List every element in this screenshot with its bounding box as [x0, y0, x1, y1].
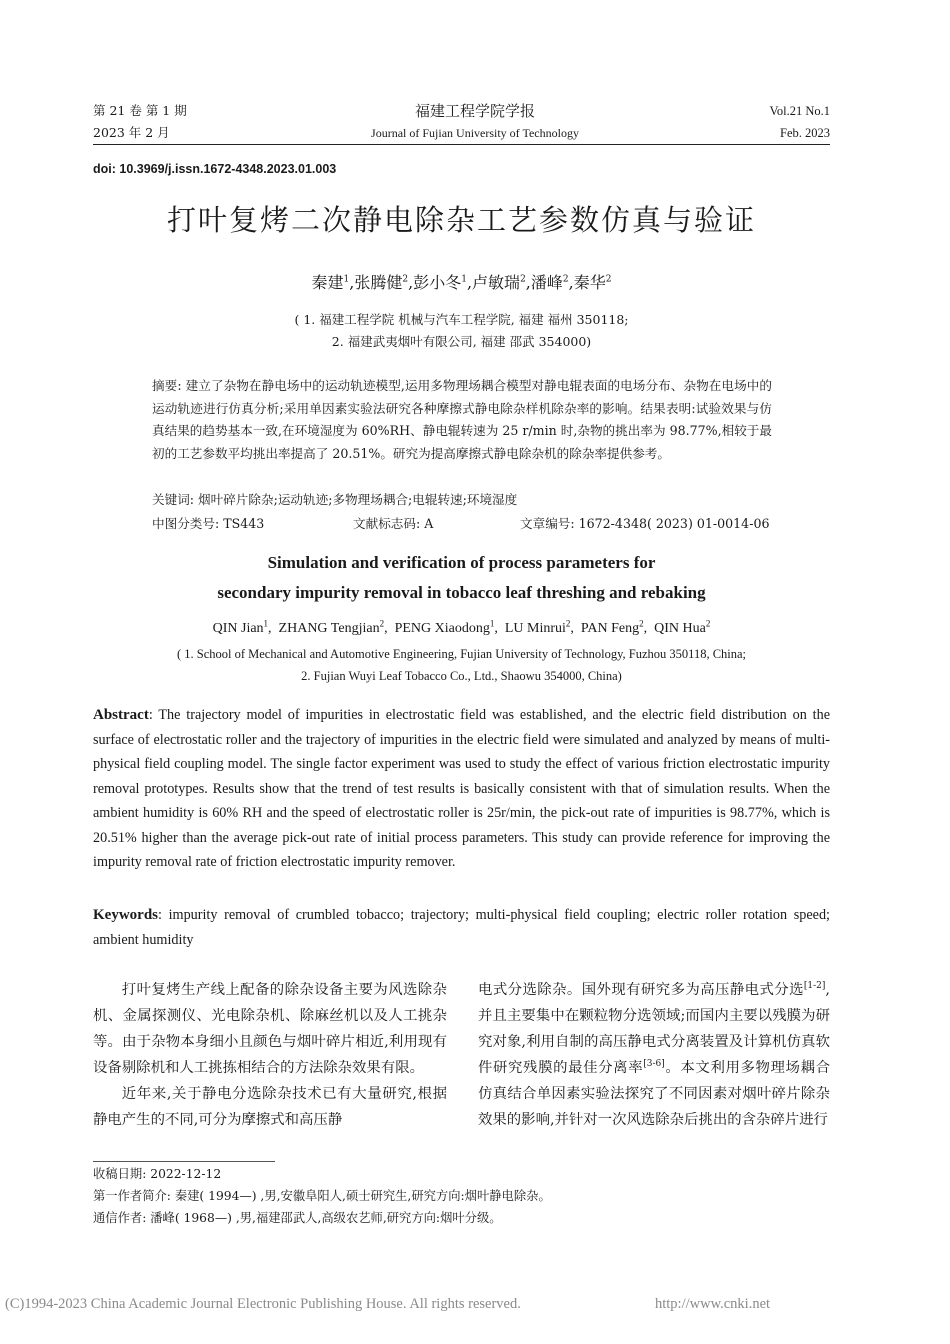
english-title-line-1: Simulation and verification of process parameters for — [267, 553, 656, 572]
author-en: QIN Hua$^2$ — [654, 618, 711, 636]
keywords-text: : impurity removal of crumbled tobacco; trajectory; multi-physical field coupling; electric roller rotation speed; ambient humidity — [93, 907, 830, 948]
footnotes — [93, 1163, 833, 1229]
author: 彭小冬$^1$ — [413, 273, 467, 292]
clc-number: 中图分类号: TS443 — [152, 516, 265, 531]
document-code: 文献标志码: A — [353, 516, 434, 531]
affiliations — [93, 309, 830, 353]
citation: [3-6] — [643, 1059, 665, 1070]
english-author-list: QIN Jian$^1$, ZHANG Tengjian$^2$, PENG Xiaodong$^1$, LU Minrui$^2$, PAN Feng$^2$, QIN Hua$^2$ — [212, 618, 711, 636]
footnote-rule — [93, 1161, 275, 1162]
article-number: 文章编号: 1672-4348( 2023) 01-0014-06 — [520, 516, 770, 531]
first-author-note: 第一作者简介: 秦建( 1994—) ,男,安徽阜阳人,硕士研究生,研究方向:烟叶静电除杂。 — [93, 1189, 551, 1203]
english-affiliation-1: ( 1. School of Mechanical and Automotive Engineering, Fujian University of Technology, Fuzhou 350118, China; — [176, 647, 747, 661]
abstract-label: Abstract — [93, 707, 149, 723]
publication-month: 2023 年 2 月 — [93, 125, 170, 140]
body-right-column — [478, 977, 830, 1133]
journal-name-en: Journal of Fujian University of Technology — [371, 126, 579, 140]
author-en: PAN Feng$^2$ — [580, 618, 644, 636]
author: 卢敏瑞$^2$ — [472, 273, 526, 292]
page-title: 打叶复烤二次静电除杂工艺参数仿真与验证 — [166, 203, 756, 237]
author-list: 秦建$^1$,张腾健$^2$,彭小冬$^1$,卢敏瑞$^2$,潘峰$^2$,秦华$^2$ — [311, 273, 612, 292]
doi: doi: 10.3969/j.issn.1672-4348.2023.01.003 — [93, 162, 337, 176]
english-keywords — [93, 903, 830, 952]
author-en: QIN Jian$^1$ — [212, 618, 269, 636]
journal-name — [250, 99, 700, 143]
english-title-line-2: secondary impurity removal in tobacco leaf threshing and rebaking — [217, 583, 706, 602]
author-en: LU Minrui$^2$ — [504, 618, 571, 636]
volume-issue: 第 21 卷 第 1 期 — [93, 103, 187, 118]
keywords-label: Keywords — [93, 907, 158, 923]
copyright-url: http://www.cnki.net — [655, 1296, 771, 1312]
affiliation-1: ( 1. 福建工程学院 机械与汽车工程学院, 福建 福州 350118; — [294, 312, 629, 327]
abstract-text: : The trajectory model of impurities in electrostatic field was established, and the electric field distribution on the surface of electrostatic roller and the trajectory of impurities in the electric field were simulated and analyzed by means of multi-physical field coupling model. The single factor experiment was used to study the effect of various friction electrostatic impurity removal prototypes. Results show that the trend of test results is basically consistent with that of simulation results. When the ambient humidity is 60% RH and the speed of electrostatic roller is 25r/min, the pick-out rate of impurities is 98.77%, which is 20.51% higher than the average pick-out rate of initial process parameters. This study can provide reference for improving the impurity removal rate of friction electrostatic impurity remover. — [93, 707, 830, 870]
author-en: PENG Xiaodong$^1$ — [394, 618, 495, 636]
received-date: 收稿日期: 2022-12-12 — [93, 1167, 222, 1181]
body-left-column — [93, 977, 447, 1133]
affiliation-2: 2. 福建武夷烟叶有限公司, 福建 邵武 354000) — [331, 334, 592, 349]
paragraph: 近年来,关于静电分选除杂技术已有大量研究,根据静电产生的不同,可分为摩擦式和高压静 — [93, 1086, 447, 1128]
keywords-cn: 关键词: 烟叶碎片除杂;运动轨迹;多物理场耦合;电辊转速;环境湿度 — [152, 492, 518, 507]
paragraph: 打叶复烤生产线上配备的除杂设备主要为风选除杂机、金属探测仪、光电除杂机、除麻丝机以及人工挑杂等。由于杂物本身细小且颜色与烟叶碎片相近,利用现有设备剔除机和人工挑拣相结合的方法除杂效果有限。 — [93, 982, 447, 1076]
author: 张腾健$^2$ — [354, 273, 409, 292]
citation: [1-2] — [803, 981, 826, 992]
journal-issue — [93, 100, 187, 144]
english-title — [93, 548, 830, 608]
journal-name-cn: 福建工程学院学报 — [414, 102, 535, 120]
pub-date: Feb. 2023 — [780, 126, 830, 140]
english-abstract — [93, 703, 830, 875]
copyright-notice: (C)1994-2023 China Academic Journal Electronic Publishing House. All rights reserved. — [5, 1296, 521, 1312]
author: 潘峰$^2$ — [530, 273, 569, 292]
journal-vol-en — [769, 100, 830, 144]
author-en: ZHANG Tengjian$^2$ — [278, 618, 385, 636]
abstract-cn: 摘要: 建立了杂物在静电场中的运动轨迹模型,运用多物理场耦合模型对静电辊表面的电场分布、杂物在电场中的运动轨迹进行仿真分析;采用单因素实验法研究各种摩擦式静电除杂样机除杂率的影响。结果表明:试验效果与仿真结果的趋势基本一致,在环境湿度为 60%RH、静电辊转速为 25 r/min 时,杂物的挑出率为 98.77%,相较于最初的工艺参数平均挑出率提高了 20.51%。研究为提高摩擦式静电除杂机的除杂率提供参考。 — [152, 378, 772, 461]
english-affiliations — [93, 643, 830, 687]
author: 秦建$^1$ — [311, 273, 350, 292]
english-affiliation-2: 2. Fujian Wuyi Leaf Tobacco Co., Ltd., Shaowu 354000, China) — [301, 669, 622, 683]
header-rule — [93, 144, 830, 145]
paragraph: 电式分选除杂。国外现有研究多为高压静电式分选[1-2],并且主要集中在颗粒物分选领域;而国内主要以残膜为研究对象,利用自制的高压静电式分离装置及计算机仿真软件研究残膜的最佳分离率[3-6]。本文利用多物理场耦合仿真结合单因素实验法探究了不同因素对烟叶碎片除杂效果的影响,并针对一次风选除杂后挑出的含杂碎片进行 — [478, 981, 830, 1128]
vol-no: Vol.21 No.1 — [769, 104, 830, 118]
corresponding-author-note: 通信作者: 潘峰( 1968—) ,男,福建邵武人,高级农艺师,研究方向:烟叶分级。 — [93, 1211, 502, 1225]
author: 秦华$^2$ — [573, 273, 612, 292]
